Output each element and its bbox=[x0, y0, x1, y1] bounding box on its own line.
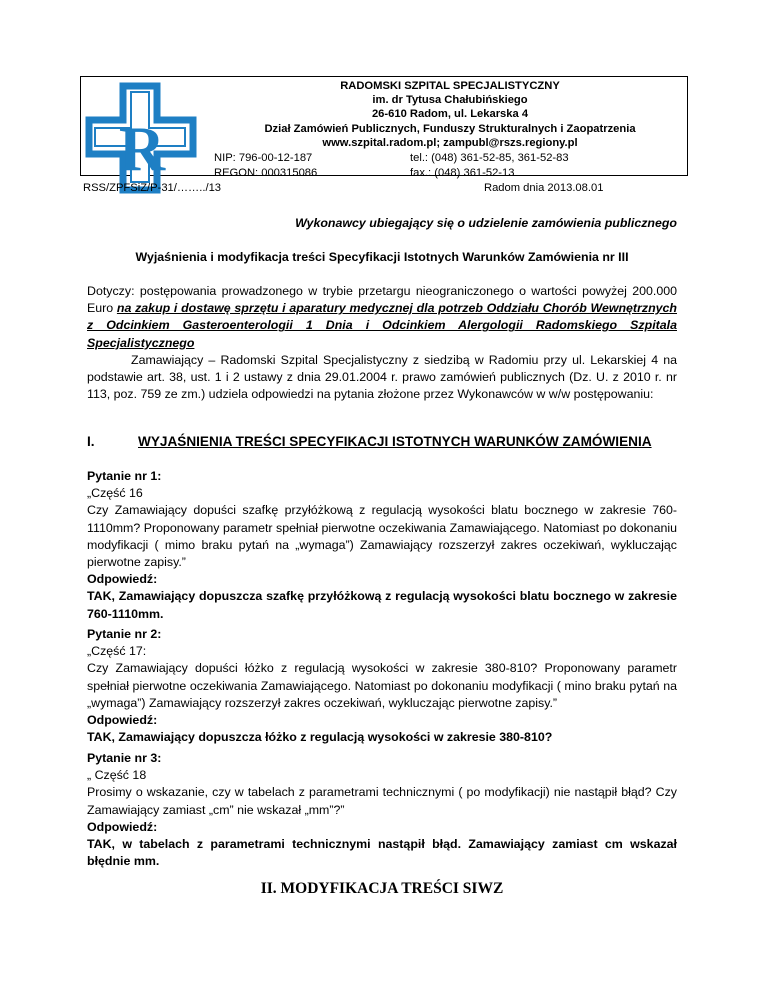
org-patron: im. dr Tytusa Chałubińskiego bbox=[372, 94, 528, 107]
concerns-paragraph bbox=[87, 283, 677, 352]
question-text: Prosimy o wskazanie, czy w tabelach z parametrami technicznymi ( po modyfikacji) nie nastąpił błąd? Czy Zamawiający zamiast „cm” nie wskazał „mm”?” bbox=[87, 785, 677, 817]
org-address: 26-610 Radom, ul. Lekarska 4 bbox=[371, 108, 529, 121]
answer-text: TAK, Zamawiający dopuszcza szafkę przyłóżkową z regulacją wysokości blatu bocznego w zakresie 760-1110mm. bbox=[87, 589, 677, 621]
document-subject: Wyjaśnienia i modyfikacja treści Specyfikacji Istotnych Warunków Zamówienia nr III bbox=[135, 250, 629, 264]
answer-text: TAK, w tabelach z parametrami technicznymi nastąpił błąd. Zamawiający zamiast cm wskazał błędnie mm. bbox=[87, 837, 677, 869]
question-part: „Część 16 bbox=[87, 486, 143, 501]
svg-text:R: R bbox=[118, 113, 166, 184]
concerns-prefix: Dotyczy: postępowania prowadzonego w trybie przetargu nieograniczonego o wartości powyżej 200.000 Euro bbox=[87, 284, 677, 316]
hospital-logo-icon bbox=[85, 82, 200, 197]
question-block bbox=[87, 750, 677, 870]
answer-label: Odpowiedź: bbox=[87, 819, 158, 834]
org-department: Dział Zamówień Publicznych, Funduszy Strukturalnych i Zaopatrzenia bbox=[264, 122, 636, 135]
section-1-title: WYJAŚNIENIA TREŚCI SPECYFIKACJI ISTOTNYCH WARUNKÓW ZAMÓWIENIA bbox=[138, 434, 652, 449]
question-label: Pytanie nr 3: bbox=[87, 751, 162, 765]
regon-number: REGON: 000315086 bbox=[214, 167, 318, 179]
org-name: RADOMSKI SZPITAL SPECJALISTYCZNY bbox=[340, 80, 560, 92]
section-2-title: II. MODYFIKACJA TREŚCI SIWZ bbox=[260, 880, 504, 897]
answer-label: Odpowiedź: bbox=[87, 713, 158, 728]
question-part: „Część 17: bbox=[87, 644, 147, 659]
question-block bbox=[87, 626, 677, 746]
question-text: Czy Zamawiający dopuści łóżko z regulacją wysokości w zakresie 380-810? Proponowany parametr spełniał pierwotne oczekiwania Zamawiającego. Natomiast po dokonaniu modyfikacji ( mino braku pytań na „wymaga”) Zamawiający rozszerzył zakres oczekiwań, wykluczając pierwotne zapisy.” bbox=[87, 661, 677, 710]
nip-number: NIP: 796-00-12-187 bbox=[214, 152, 313, 164]
answer-text: TAK, Zamawiający dopuszcza łóżko z regulacją wysokości w zakresie 380-810? bbox=[87, 730, 553, 745]
question-text: Czy Zamawiający dopuści szafkę przyłóżkową z regulacją wysokości blatu bocznego w zakresie 760-1110mm? Proponowany parametr spełniał pierwotne oczekiwania Zamawiającego. Natomiast po dokonaniu modyfikacji ( mimo braku pytań na „wymaga”) Zamawiający rozszerzył zakres oczekiwań, wykluczając pierwotne zapisy.” bbox=[87, 503, 677, 570]
fax-number: fax.: (048) 361-52-13 bbox=[410, 167, 515, 179]
section-1-number: I. bbox=[87, 434, 95, 449]
question-block bbox=[87, 468, 677, 623]
telephone-number: tel.: (048) 361-52-85, 361-52-83 bbox=[410, 152, 569, 164]
intro-paragraph: Zamawiający – Radomski Szpital Specjalistyczny z siedzibą w Radomiu przy ul. Lekarskiej 4 na podstawie art. 38, ust. 1 i 2 ustawy z dnia 29.01.2004 r. prawo zamówień publicznych (Dz. U. z 2010 r. nr 113, poz. 759 ze zm.) udziela odpowiedzi na pytania złożone przez Wykonawców w w/w postępowaniu: bbox=[87, 353, 677, 402]
question-label: Pytanie nr 1: bbox=[87, 469, 162, 483]
concerns-subject: na zakup i dostawę sprzętu i aparatury medycznej dla potrzeb Oddziału Chorób Wewnętrznych z Odcinkiem Gasteroenterologii 1 Dnia i Odcinkiem Alergologii Radomskiego Szpitala Specjalistycznego bbox=[87, 301, 677, 350]
question-label: Pytanie nr 2: bbox=[87, 627, 162, 641]
question-part: „ Część 18 bbox=[87, 768, 147, 783]
answer-label: Odpowiedź: bbox=[87, 572, 158, 587]
reference-number: RSS/ZPFSiZ/P-31/……../13 bbox=[83, 182, 222, 194]
addressee: Wykonawcy ubiegający się o udzielenie zamówienia publicznego bbox=[295, 216, 677, 230]
document-date: Radom dnia 2013.08.01 bbox=[484, 182, 604, 194]
letterhead-text bbox=[212, 79, 688, 150]
org-web-email: www.szpital.radom.pl; zampubl@rszs.regiony.pl bbox=[322, 136, 578, 149]
